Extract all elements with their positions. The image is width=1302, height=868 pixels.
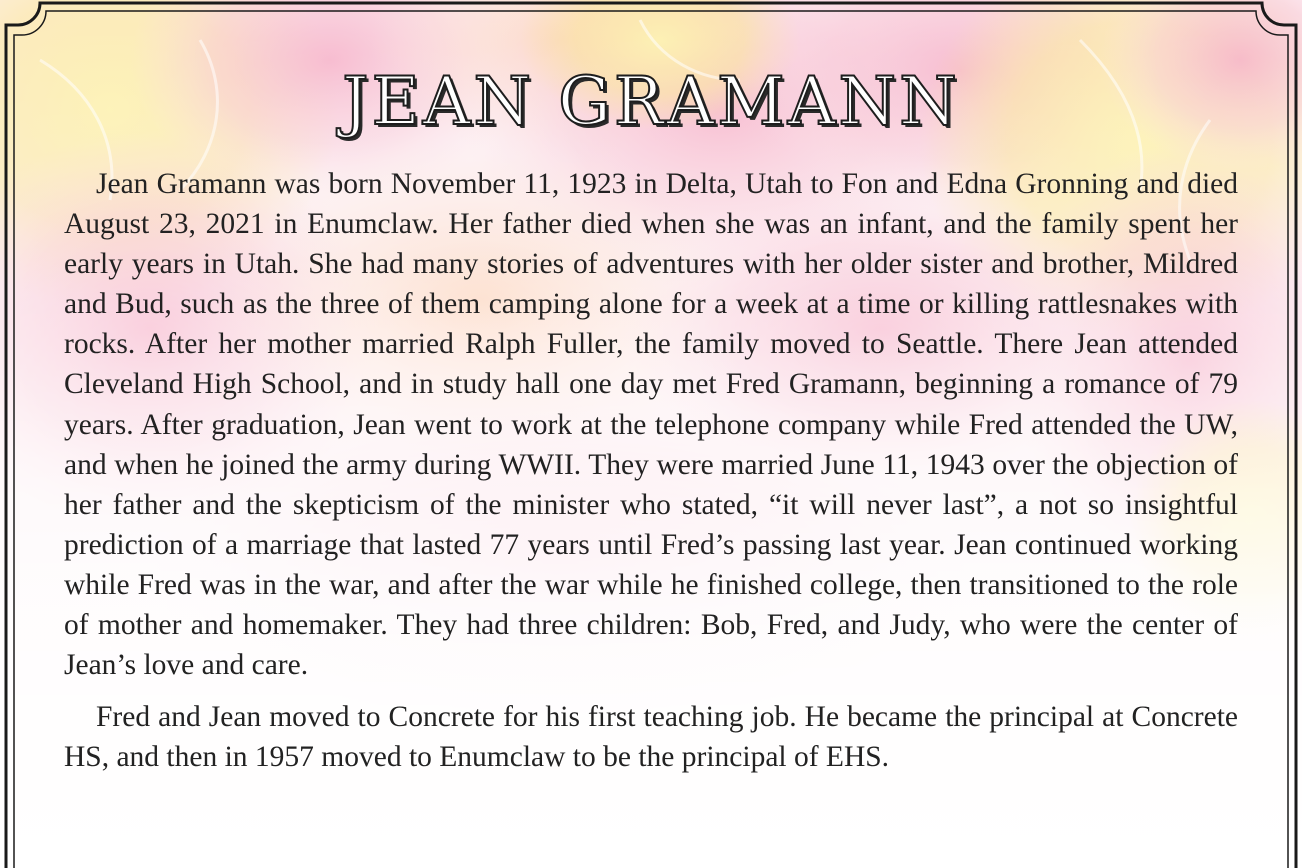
obituary-content [64,62,1238,777]
obituary-paragraph-1: Jean Gramann was born November 11, 1923 in Delta, Utah to Fon and Edna Gronning and died August 23, 2021 in Enumclaw. Her father died when she was an infant, and the family spent her early years in Utah. She had many stories of adventures with her older sister and brother, Mildred and Bud, such as the three of them camping alone for a week at a time or killing rattlesnakes with rocks. After her mother married Ralph Fuller, the family moved to Seattle. There Jean attended Cleveland High School, and in study hall one day met Fred Gramann, beginning a romance of 79 years. After graduation, Jean went to work at the telephone company while Fred attended the UW, and when he joined the army during WWII. They were married June 11, 1943 over the objection of her father and the skepticism of the minister who stated, “it will never last”, a not so insightful prediction of a marriage that lasted 77 years until Fred’s passing last year. Jean continued working while Fred was in the war, and after the war while he finished college, then transitioned to the role of mother and homemaker. They had three children: Bob, Fred, and Judy, who were the center of Jean’s love and care. [64,168,1238,682]
obituary-name-heading: JEAN GRAMANN [342,63,960,140]
obituary-paragraph-2: Fred and Jean moved to Concrete for his first teaching job. He became the principal at Concrete HS, and then in 1957 moved to Enumclaw to be the principal of EHS. [64,701,1238,774]
